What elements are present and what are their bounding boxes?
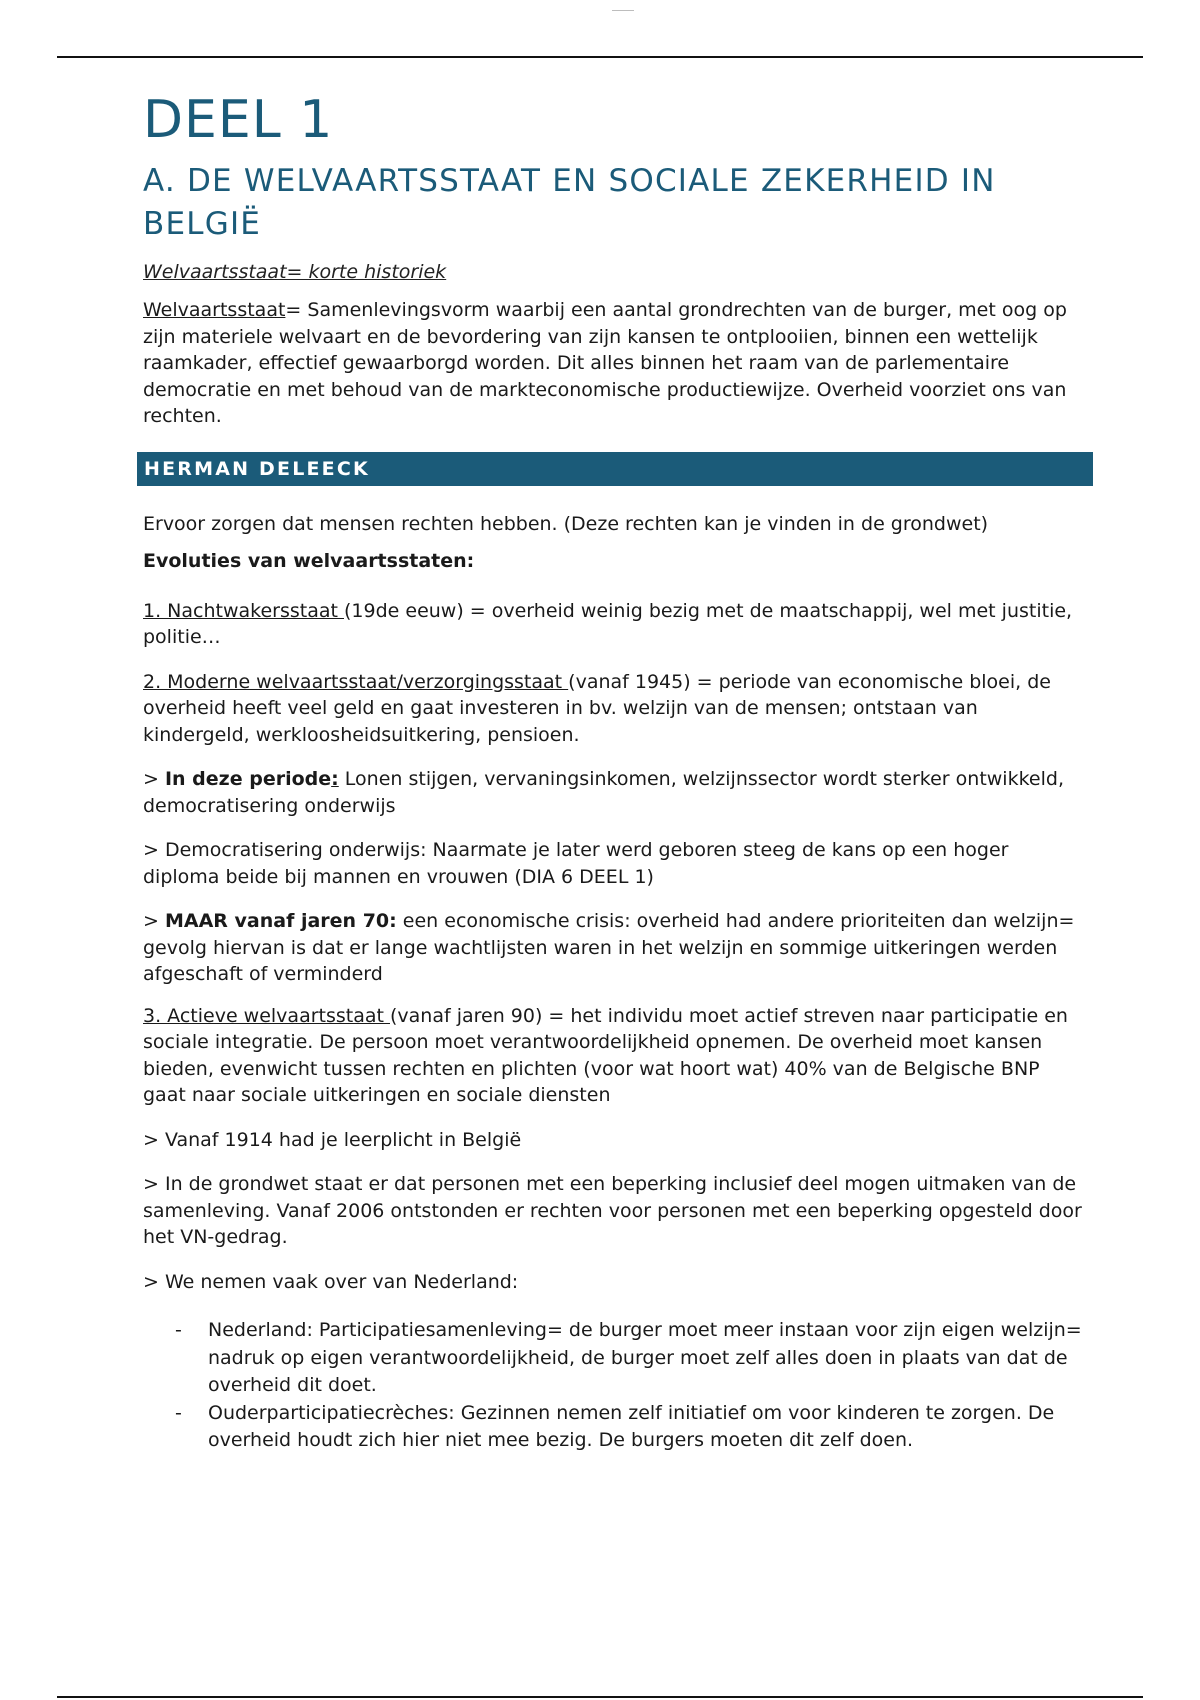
list-item bbox=[143, 1317, 1088, 1400]
intro-paragraph bbox=[143, 506, 1088, 580]
header-rule bbox=[57, 56, 1143, 58]
evolution-3 bbox=[143, 1003, 1088, 1109]
note-grondwet: > In de grondwet staat er dat personen met een beperking inclusief deel mogen uitmaken van de samenleving. Vanaf 2006 ontstonden er rechten voor personen met een beperking opgesteld door het VN-gedrag. bbox=[143, 1173, 1082, 1248]
intro-text: Ervoor zorgen dat mensen rechten hebben. (Deze rechten kan je vinden in de grondwet) bbox=[143, 512, 989, 535]
note-nederland: > We nemen vaak over van Nederland: bbox=[143, 1270, 519, 1293]
definition-term: Welvaartsstaat bbox=[143, 299, 286, 321]
note-maar bbox=[143, 908, 1088, 988]
footer-rule bbox=[57, 1696, 1143, 1698]
evolution-2-text: (vanaf 1945) = periode van economische bloei, de overheid heeft veel geld en gaat investeren in bv. welzijn van de mensen; ontstaan van kindergeld, werkloosheidsuitkering, pensioen. bbox=[143, 670, 1051, 746]
subtitle: Welvaartsstaat= korte historiek bbox=[143, 261, 447, 283]
evolution-1 bbox=[143, 598, 1088, 651]
bullet-list bbox=[143, 1317, 1088, 1455]
evolution-3-title: 3. Actieve welvaartsstaat bbox=[143, 1004, 390, 1027]
evolution-2-title: 2. Moderne welvaartsstaat/verzorgingsstaat bbox=[143, 670, 569, 693]
evolution-3-text: (vanaf jaren 90) = het individu moet actief streven naar participatie en sociale integratie. De persoon moet verantwoordelijkheid opnemen. De overheid moet kansen bieden, evenwicht tussen rechten en plichten (voor wat hoort wat) 40% van de Belgische BNP gaat naar sociale uitkeringen en sociale diensten bbox=[143, 1004, 1068, 1106]
note-periode-colon: : bbox=[331, 768, 339, 790]
section-banner: HERMAN DELEECK bbox=[137, 452, 1093, 486]
definition-text: = Samenlevingsvorm waarbij een aantal grondrechten van de burger, met oog op zijn materiele welvaart en de bevordering van zijn kansen te ontplooiien, binnen een wettelijk raamkader, effectief gewaarborgd worden. Dit alles binnen het raam van de parlementaire democratie en met behoud van de markteconomische productiewijze. Overheid voorziet ons van rechten. bbox=[143, 299, 1067, 427]
note-periode-text: Lonen stijgen, vervaningsinkomen, welzijnssector wordt sterker ontwikkeld, democratisering onderwijs bbox=[143, 768, 1064, 817]
note-maar-prefix: > bbox=[143, 910, 165, 932]
note-maar-bold: MAAR vanaf jaren 70: bbox=[164, 910, 397, 932]
note-maar-text: een economische crisis: overheid had andere prioriteiten dan welzijn= gevolg hiervan is dat er lange wachtlijsten waren in het welzijn en sommige uitkeringen werden afgeschaft of verminderd bbox=[143, 910, 1075, 985]
note-periode bbox=[143, 766, 1088, 819]
list-item-text: Nederland: Participatiesamenleving= de burger moet meer instaan voor zijn eigen welzijn= nadruk op eigen verantwoordelijkheid, de burger moet zelf alles doen in plaats van dat de overheid dit doet. bbox=[208, 1319, 1082, 1396]
document-body bbox=[143, 90, 1088, 1455]
dash-bullet: - bbox=[175, 1401, 182, 1424]
evolution-2 bbox=[143, 669, 1088, 749]
evolution-1-title: 1. Nachtwakersstaat bbox=[143, 599, 344, 622]
note-leerplicht: > Vanaf 1914 had je leerplicht in België bbox=[143, 1128, 522, 1151]
note-onderwijs: > Democratisering onderwijs: Naarmate je later werd geboren steeg de kans op een hoger diploma beide bij mannen en vrouwen (DIA 6 DEEL 1) bbox=[143, 839, 1009, 888]
note-periode-bold: In deze periode bbox=[164, 768, 332, 790]
list-item bbox=[143, 1400, 1088, 1455]
evolution-1-text: (19de eeuw) = overheid weinig bezig met de maatschappij, wel met justitie, politie… bbox=[143, 599, 1073, 648]
note-periode-prefix: > bbox=[143, 768, 165, 790]
dash-bullet: - bbox=[175, 1319, 182, 1341]
list-item-text: Ouderparticipatiecrèches: Gezinnen nemen zelf initiatief om voor kinderen te zorgen. De overheid houdt zich hier niet mee bezig. De burgers moeten dit zelf doen. bbox=[208, 1401, 1055, 1451]
page-top-marker bbox=[612, 10, 634, 11]
document-title: DEEL 1 bbox=[143, 90, 334, 150]
section-heading: A. DE WELVAARTSSTAAT EN SOCIALE ZEKERHEID IN BELGIË bbox=[143, 163, 996, 242]
intro-bold: Evoluties van welvaartsstaten: bbox=[143, 549, 475, 572]
definition-paragraph bbox=[143, 297, 1088, 430]
